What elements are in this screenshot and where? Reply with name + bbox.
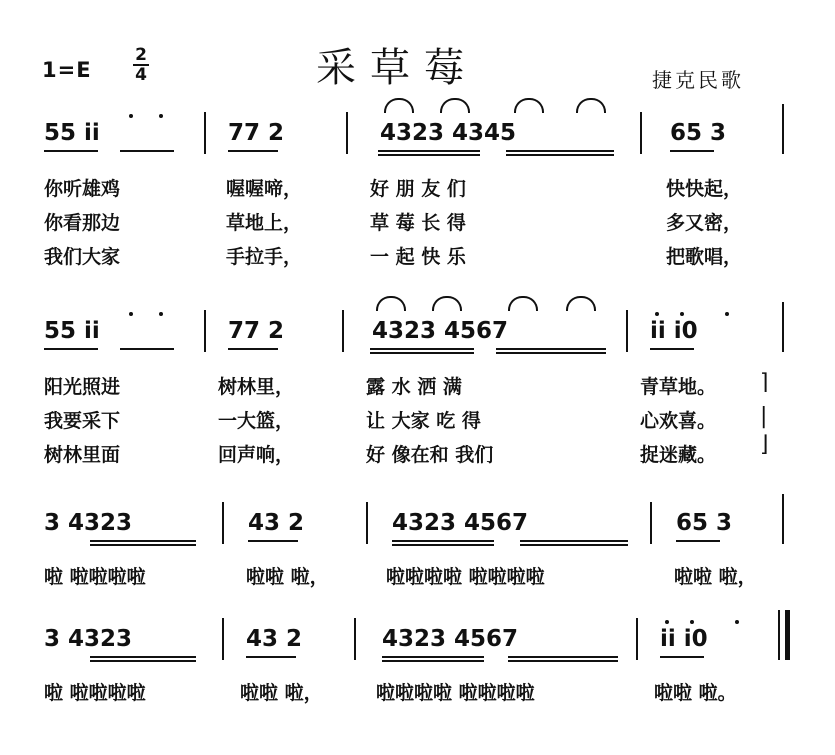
measure-4-2: 43 2 [246,626,303,652]
meter-top: 2 [135,45,147,65]
underline [520,540,628,542]
underline [120,150,174,152]
barline [342,310,344,352]
barline [782,302,784,352]
barline [782,494,784,544]
lyric: 心欢喜。 [640,410,717,432]
lyric: 青草地。 [640,376,717,398]
lyric: 啦 啦啦啦啦 [44,682,146,704]
octave-dot [690,620,694,624]
lyric: 你听雄鸡 [44,178,121,200]
lyric-brace: ⌉ [760,370,769,395]
octave-dot [129,114,133,118]
octave-dot [680,312,684,316]
underline [392,540,494,542]
tie-arc [576,98,606,113]
lyric: 啦啦啦啦 啦啦啦啦 [376,682,535,704]
underline [228,150,278,152]
underline [496,352,606,354]
lyric: 啦啦啦啦 啦啦啦啦 [386,566,545,588]
underline [506,150,614,152]
lyric: 一 起 快 乐 [370,246,466,268]
underline [670,150,714,152]
lyric: 树林里， [218,376,295,398]
underline [90,544,196,546]
underline [496,348,606,350]
octave-dot [129,312,133,316]
octave-dot [159,312,163,316]
lyric: 把歌唱， [666,246,743,268]
measure-1-1: 55 ii [44,120,100,146]
lyric: 喔喔啼， [226,178,303,200]
barline [782,104,784,154]
octave-dot [159,114,163,118]
lyric: 我们大家 [44,246,121,268]
lyric: 捉迷藏。 [640,444,717,466]
final-barline-thin [778,610,780,660]
lyric: 啦啦 啦， [674,566,757,588]
tie-arc [440,98,470,113]
tie-arc [384,98,414,113]
lyric: 阳光照进 [44,376,121,398]
measure-2-1: 55 ii [44,318,100,344]
measure-1-2: 77 2 [228,120,285,146]
song-title: 采草莓 [316,45,478,91]
underline [378,154,480,156]
lyric: 草地上， [226,212,303,234]
underline [90,540,196,542]
lyric-brace: | [760,404,768,429]
measure-2-3: 4323 4567 [372,318,509,344]
tie-arc [376,296,406,311]
underline [382,660,484,662]
lyric: 快快起， [666,178,743,200]
final-barline-thick [785,610,790,660]
underline [392,544,494,546]
tie-arc [432,296,462,311]
lyric: 让 大家 吃 得 [366,410,481,432]
song-source: 捷克民歌 [652,68,744,92]
lyric: 啦啦 啦。 [654,682,737,704]
lyric: 回声响， [218,444,295,466]
underline [246,656,296,658]
lyric: 多又密， [666,212,743,234]
lyric: 啦啦 啦， [240,682,323,704]
measure-1-3: 4323 4345 [380,120,517,146]
underline [370,348,474,350]
underline [382,656,484,658]
underline [44,150,98,152]
measure-4-1: 3 4323 [44,626,133,652]
barline [204,310,206,352]
octave-dot [665,620,669,624]
tie-arc [514,98,544,113]
lyric-brace: ⌋ [760,432,769,457]
barline [366,502,368,544]
underline [506,154,614,156]
measure-1-4: 65 3 [670,120,727,146]
key-signature: 1=E [42,58,92,82]
underline [520,544,628,546]
underline [508,656,618,658]
barline [636,618,638,660]
barline [222,618,224,660]
underline [650,348,694,350]
octave-dot [655,312,659,316]
underline [90,660,196,662]
measure-3-3: 4323 4567 [392,510,529,536]
barline [626,310,628,352]
measure-2-4: ii i0 [650,318,698,344]
barline [354,618,356,660]
barline [222,502,224,544]
lyric: 我要采下 [44,410,121,432]
underline [44,348,98,350]
lyric: 你看那边 [44,212,121,234]
lyric: 好 像在和 我们 [366,444,494,466]
barline [204,112,206,154]
measure-2-2: 77 2 [228,318,285,344]
underline [120,348,174,350]
measure-3-4: 65 3 [676,510,733,536]
octave-dot [735,620,739,624]
lyric: 一大篮， [218,410,295,432]
measure-4-3: 4323 4567 [382,626,519,652]
underline [508,660,618,662]
lyric: 手拉手， [226,246,303,268]
barline [346,112,348,154]
underline [228,348,278,350]
tie-arc [566,296,596,311]
underline [378,150,480,152]
underline [90,656,196,658]
barline [650,502,652,544]
tie-arc [508,296,538,311]
underline [370,352,474,354]
lyric: 啦啦 啦， [246,566,329,588]
barline [640,112,642,154]
underline [660,656,704,658]
underline [676,540,720,542]
underline [248,540,298,542]
measure-3-2: 43 2 [248,510,305,536]
meter-bottom: 4 [135,65,147,85]
time-signature [132,46,150,84]
lyric: 草 莓 长 得 [370,212,466,234]
measure-4-4: ii i0 [660,626,708,652]
lyric: 啦 啦啦啦啦 [44,566,146,588]
measure-3-1: 3 4323 [44,510,133,536]
lyric: 露 水 洒 满 [366,376,462,398]
lyric: 树林里面 [44,444,121,466]
octave-dot [725,312,729,316]
lyric: 好 朋 友 们 [370,178,466,200]
